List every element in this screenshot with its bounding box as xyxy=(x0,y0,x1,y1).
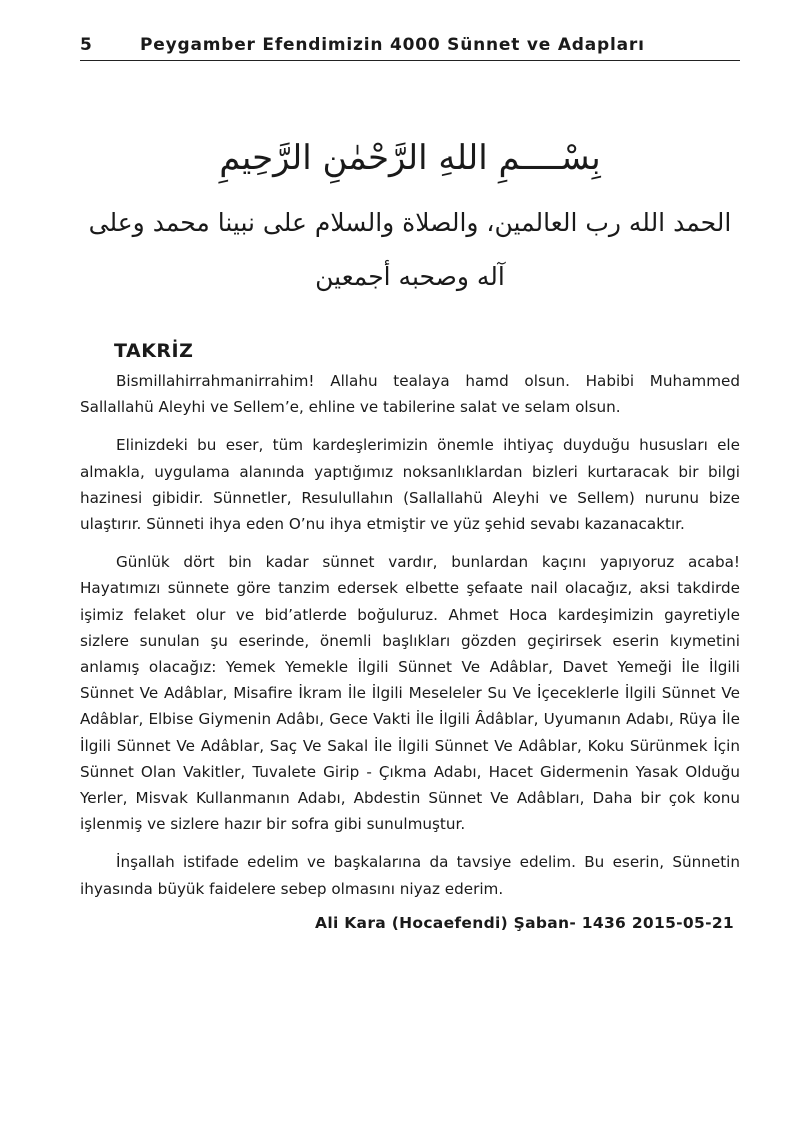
running-title: Peygamber Efendimizin 4000 Sünnet ve Adapları xyxy=(140,35,645,55)
paragraph-4: İnşallah istifade edelim ve başkalarına da tavsiye edelim. Bu eserin, Sünnetin ihyasında büyük faidelere sebep olmasını niyaz ederim. xyxy=(80,853,740,898)
paragraph-1: Bismillahirrahmanirrahim! Allahu tealaya hamd olsun. Habibi Muhammed Sallallahü Aleyhi ve Sellem’e, ehline ve tabilerine salat ve selam olsun. xyxy=(80,372,740,417)
signature: Ali Kara (Hocaefendi) Şaban- 1436 2015-05-21 xyxy=(315,913,734,932)
paragraph-3: Günlük dört bin kadar sünnet vardır, bunlardan kaçını yapıyoruz acaba! Hayatımızı sünnete göre tanzim edersek elbette şefaate nail olacağız, aksi takdirde işimiz felaket olur ve bid’atlerde boğuluruz. Ahmet Hoca kardeşimizin gayretiyle sizlere sunulan şu eserinde, önemli başlıkları gözden geçirirsek eserin kıymetini anlamış olacağız: Yemek Yemekle İlgili Sünnet Ve Adâblar, Davet Yemeği İle İlgili Sünnet Ve Adâblar, Misafire İkram İle İlgili Meseleler Su Ve İçeceklerle İlgili Sünnet Ve Adâblar, Elbise Giymenin Adâbı, Gece Vakti İle İlgili Âdâblar, Uyumanın Adabı, Rüya İle İlgili Sünnet Ve Adâblar, Saç Ve Sakal İle İlgili Sünnet Ve Adâblar, Koku Sürünmek İçin Sünnet Olan Vakitler, Tuvalete Girip - Çıkma Adabı, Hacet Gidermenin Yasak Olduğu Yerler, Misvak Kullanmanın Adabı, Abdestin Sünnet Ve Adâbları, Daha bir çok konu işlenmiş ve sizlere hazır bir sofra gibi sunulmuştur. xyxy=(80,553,740,834)
arabic-praise: الحمد الله رب العالمين، والصلاة والسلام على نبينا محمد وعلى آله وصحبه أجمعين xyxy=(88,208,732,291)
page-header xyxy=(80,32,740,61)
paragraph-2: Elinizdeki bu eser, tüm kardeşlerimizin önemle ihtiyaç duyduğu hususları ele almakla, uygulama alanında yaptığımız noksanlıklardan bizleri kurtaracak bir bilgi hazinesi gibidir. Sünnetler, Resulullahın (Sallallahü Aleyhi ve Sellem) nurunu bize ulaştırır. Sünneti ihya eden O’nu ihya etmiştir ve yüz şehid sevabı kazanacaktır. xyxy=(80,436,740,534)
section-heading: TAKRİZ xyxy=(114,340,194,362)
basmala: بِسْــــمِ اللهِ الرَّحْمٰنِ الرَّحِيمِ xyxy=(219,138,601,178)
page-number: 5 xyxy=(80,35,93,55)
takriz-section xyxy=(80,340,740,932)
